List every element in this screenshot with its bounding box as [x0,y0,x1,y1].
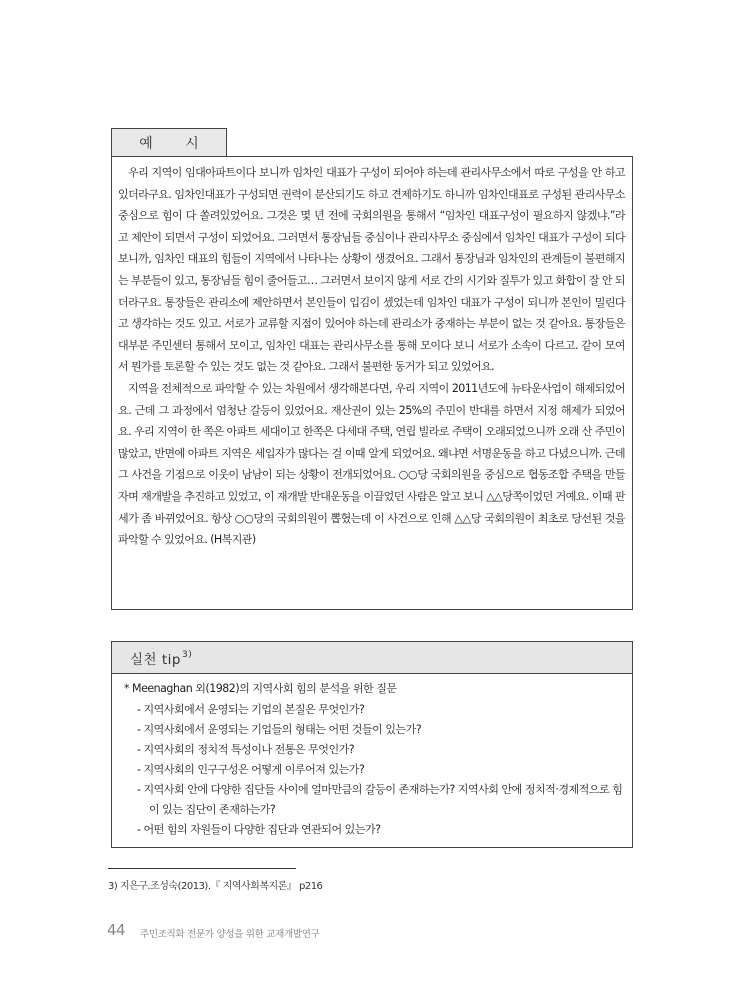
tip-question-list [124,700,624,840]
tip-body [111,673,633,848]
tip-header [111,641,633,674]
footnote: 3) 지은구.조성숙(2013).『 지역사회복지론』 p216 [108,881,323,892]
tip-lead: * Meenaghan 외(1982)의 지역사회 힘의 분석을 위한 질문 [124,682,397,695]
tip-question: - 어떤 힘의 자원들이 다양한 집단과 연관되어 있는가? [137,822,381,836]
example-paragraph-2: 지역을 전체적으로 파악할 수 있는 차원에서 생각해본다면, 우리 지역이 2011년도에 뉴타운사업이 해제되었어요. 근데 그 과정에서 엄청난 갈등이 있었어요. 재산권이 있는 25%의 주민이 반대를 하면서 지정 해제가 되었어요. 우리 지역이 한 쪽은 아파트 세대이고 한쪽은 다세대 주택, 연립 빌라로 주택이 오래되었으니까 오래 산 주민이 많았고, 반면에 아파트 지역은 세입자가 많다는 걸 이때 알게 되었어요. 왜냐면 서명운동을 하고 다녔으니까. 근데 그 사건을 기점으로 이웃이 남남이 되는 상황이 전개되었어요. ○○당 국회의원을 중심으로 협동조합 주택을 만들자며 재개발을 추진하고 있었고, 이 재개발 반대운동을 이끌었던 사람은 알고 보니 △△당쪽이었던 거예요. 이때 판세가 좀 바뀌었어요. 항상 ○○당의 국회의원이 뽑혔는데 이 사건으로 인해 △△당 국회의원이 최초로 당선된 것을 파악할 수 있었어요. (H복지관) [118,381,625,547]
tip-question: - 지역사회 안에 다양한 집단들 사이에 얼마만큼의 갈등이 존재하는가? 지역사회 안에 정치적·경제적으로 힘이 있는 집단이 존재하는가? [137,782,623,816]
page-number: 44 [107,921,126,939]
tip-question: - 지역사회의 인구구성은 어떻게 이루어져 있는가? [137,762,365,776]
example-paragraph-1: 우리 지역이 임대아파트이다 보니까 임차인 대표가 구성이 되어야 하는데 관리사무소에서 따로 구성을 안 하고 있더라구요. 임차인대표가 구성되면 권력이 분산되기도 하고 견제하기도 하니까 임차인대표로 구성된 관리사무소 중심으로 힘이 다 쏠려있었어요. 그것은 몇 년 전에 국회의원을 통해서 “임차인 대표구성이 필요하지 않겠냐.”라고 제안이 되면서 구성이 되었어요. 그러면서 통장님들 중심이나 관리사무소 중심에서 임차인 대표가 구성이 되다보니까, 임차인 대표의 힘들이 지역에서 나타나는 상황이 생겼어요. 그래서 통장님과 임차인의 관계들이 불편해지는 부분들이 있고, 통장님들 힘이 줄어들고… 그러면서 보이지 않게 서로 간의 시기와 질투가 있고 화합이 잘 안 되더라구요. 통장들은 관리소에 제안하면서 본인들이 입김이 셌었는데 임차인 대표가 구성이 되니까 본인이 밀린다고 생각하는 것도 있고. 서로가 교류할 지점이 있어야 하는데 관리소가 중재하는 부분이 없는 것 같아요. 통장들은 대부분 주민센터 통해서 모이고, 임차인 대표는 관리사무소를 통해 모이다 보니 서로가 소속이 다르고. 같이 모여서 뭔가를 토론할 수 있는 것도 없는 것 같아요. 그래서 불편한 동거가 되고 있었어요. [118,166,625,374]
example-tab-label: 예 시 [139,136,213,152]
example-tab [111,128,227,157]
tip-footnote-ref: 3) [182,649,193,660]
tip-question: - 지역사회에서 운영되는 기업의 본질은 무엇인가? [137,702,365,716]
footer-title: 주민조직화 전문가 양성을 위한 교재개발연구 [140,929,320,940]
tip-question: - 지역사회에서 운영되는 기업들의 형태는 어떤 것들이 있는가? [137,722,422,736]
tip-title: 실천 tip [130,651,181,668]
tip-question: - 지역사회의 정치적 특성이나 전통은 무엇인가? [137,742,355,756]
footnote-rule [108,868,296,869]
example-box [111,156,633,610]
